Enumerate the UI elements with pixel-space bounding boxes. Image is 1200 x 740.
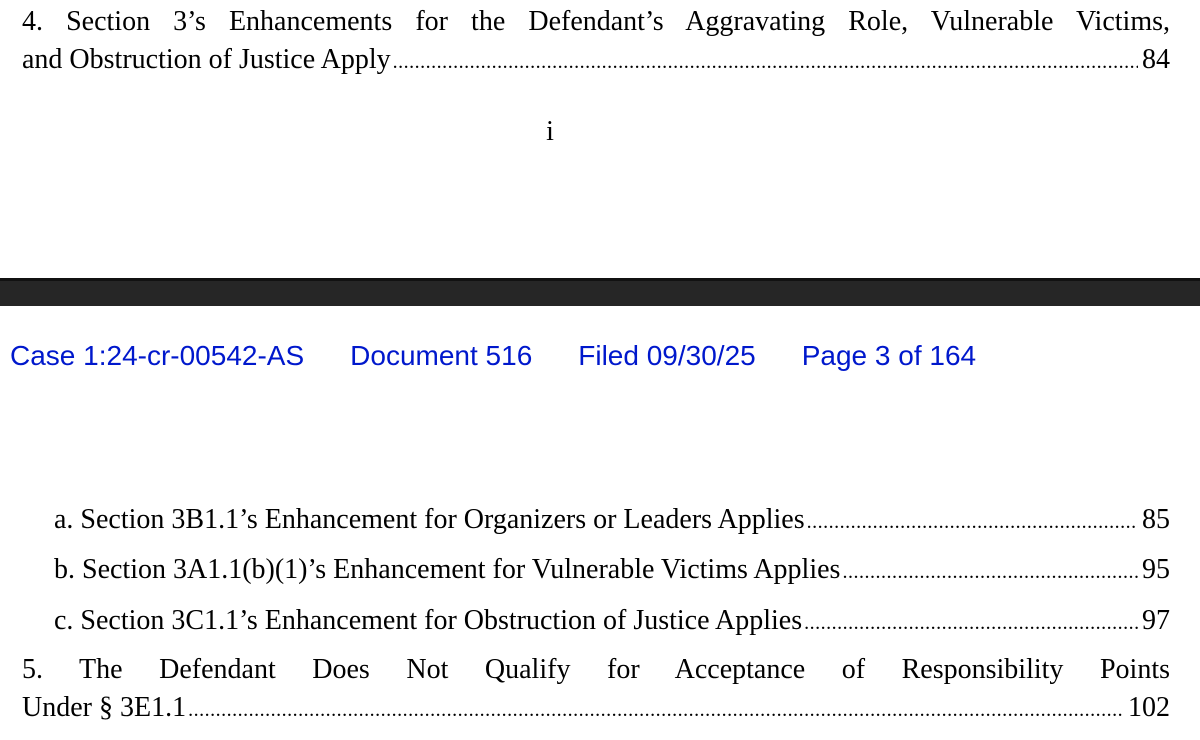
toc-subentry-text: b. Section 3A1.1(b)(1)’s Enhancement for Vulnerable Victims Applies (54, 554, 841, 585)
dot-leader (393, 44, 1138, 80)
case-number: Case 1:24-cr-00542-AS (10, 340, 305, 371)
toc-entry-5-text: Under § 3E1.1 (22, 692, 187, 723)
document-number: Document 516 (350, 340, 533, 371)
toc-subentry-page: 97 (1142, 605, 1170, 636)
toc-subentry-page: 85 (1142, 504, 1170, 535)
toc-subentry-c (54, 603, 1170, 641)
toc-entry-4-page: 84 (1142, 44, 1170, 75)
page-separator (0, 278, 1200, 306)
toc-subentry-text: a. Section 3B1.1’s Enhancement for Organizers or Leaders Applies (54, 504, 805, 535)
toc-entry-4-line2 (22, 42, 1170, 80)
filed-date: Filed 09/30/25 (578, 340, 756, 371)
toc-subentry-page: 95 (1142, 554, 1170, 585)
toc-subentry-text: c. Section 3C1.1’s Enhancement for Obstruction of Justice Applies (54, 605, 803, 636)
dot-leader (842, 554, 1138, 590)
toc-subentry-b (54, 552, 1170, 590)
toc-entry-4-text: and Obstruction of Justice Apply (22, 44, 391, 75)
dot-leader (188, 692, 1124, 728)
toc-entry-5-page: 102 (1128, 692, 1170, 723)
page-number: i (546, 116, 554, 147)
toc-entry-5-line1: 5. The Defendant Does Not Qualify for Acceptance of Responsibility Points (22, 654, 1170, 685)
dot-leader (807, 504, 1138, 540)
toc-entry-5-line2 (22, 690, 1170, 728)
case-header (10, 336, 976, 376)
toc-subentry-a (54, 502, 1170, 540)
page-indicator: Page 3 of 164 (801, 340, 977, 371)
toc-page-top (0, 0, 1200, 278)
dot-leader (804, 605, 1138, 641)
toc-entry-4-line1: 4. Section 3’s Enhancements for the Defendant’s Aggravating Role, Vulnerable Victims, (22, 6, 1170, 37)
